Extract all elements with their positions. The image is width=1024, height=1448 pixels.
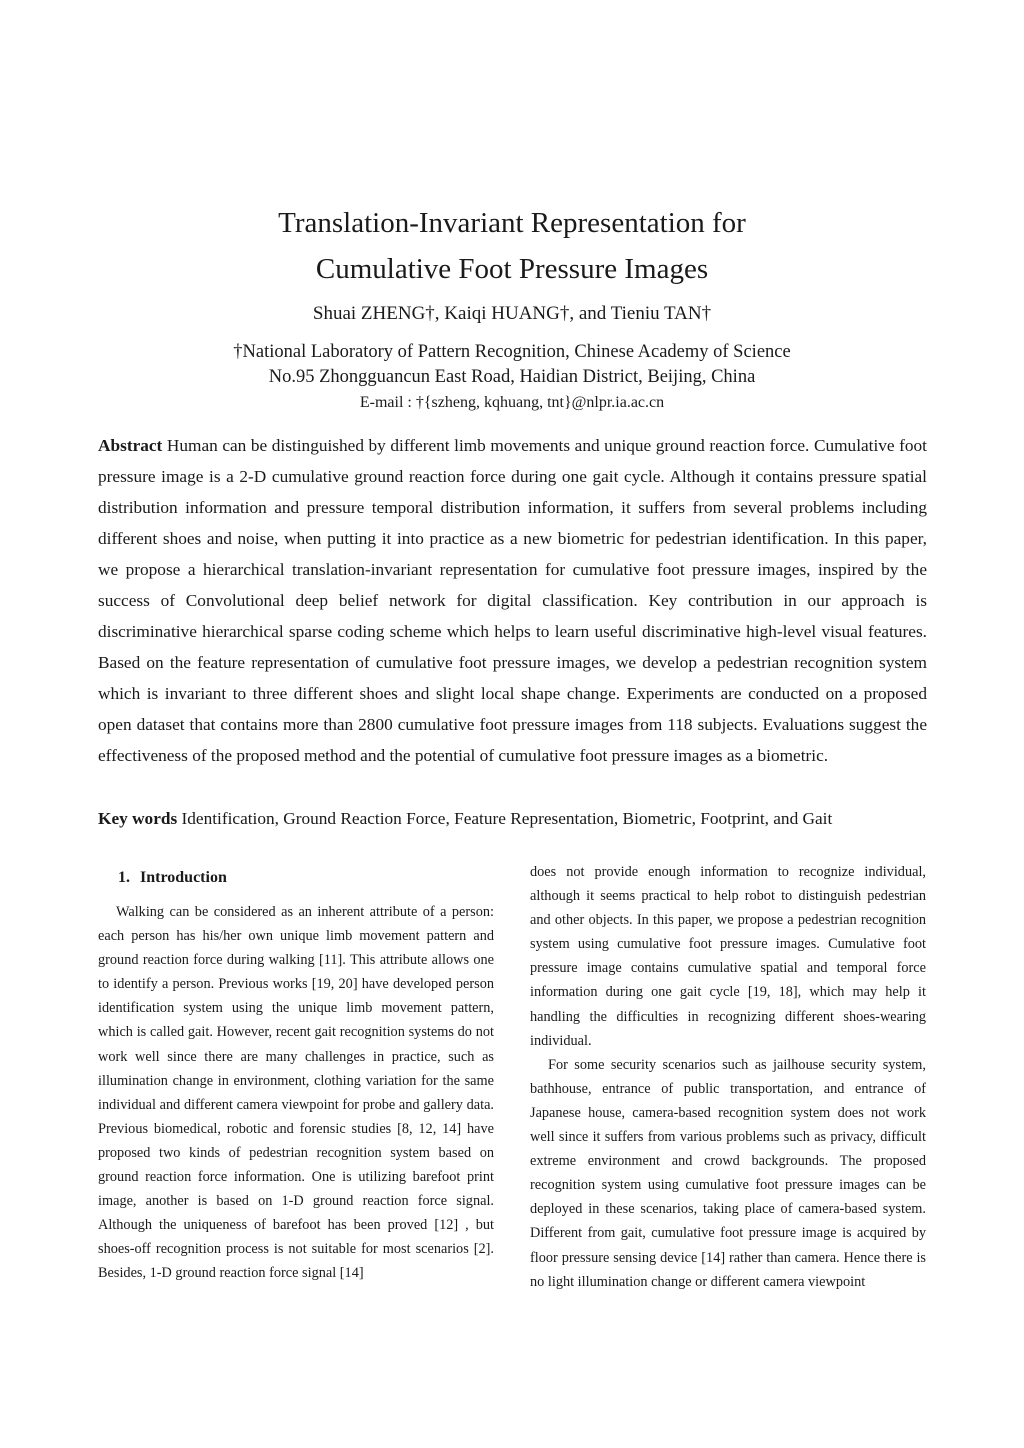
section-heading: [118, 866, 494, 890]
left-column: [98, 860, 494, 1286]
section-title: Introduction: [140, 869, 227, 886]
section-number: 1.: [118, 869, 130, 886]
right-column: [530, 860, 926, 1294]
address: No.95 Zhongguancun East Road, Haidian District, Beijing, China: [268, 367, 756, 387]
keywords-label: Key words: [98, 809, 178, 828]
email: E-mail : †{szheng, kqhuang, tnt}@nlpr.ia.ac.cn: [359, 394, 665, 411]
paper-title: [0, 200, 1024, 292]
keywords-text: Identification, Ground Reaction Force, Feature Representation, Biometric, Footprint, and Gait: [181, 809, 833, 828]
author-list: Shuai ZHENG†, Kaiqi HUANG†, and Tieniu TAN†: [312, 303, 712, 324]
title-line-1: Translation-Invariant Representation for: [278, 207, 746, 239]
intro-paragraph-1-continued: does not provide enough information to recognize individual, although it seems practical to help robot to distinguish pedestrian and other objects. In this paper, we propose a pedestrian recognition system using cumulative foot pressure images. Cumulative foot pressure image contains cumulative spatial and temporal force information during one gait cycle [19, 18], which may help it handling the difficulties in recognizing different shoes-wearing individual.: [530, 864, 926, 1049]
abstract-label: Abstract: [98, 436, 163, 455]
abstract-text: Human can be distinguished by different limb movements and unique ground reaction force. Cumulative foot pressure image is a 2-D cumulative ground reaction force during one gait cycle. Although it contains pressure spatial distribution information and pressure temporal distribution information, it suffers from several problems including different shoes and noise, when putting it into practice as a new biometric for pedestrian identification. In this paper, we propose a hierarchical translation-invariant representation for cumulative foot pressure images, inspired by the success of Convolutional deep belief network for digital classification. Key contribution in our approach is discriminative hierarchical sparse coding scheme which helps to learn useful discriminative high-level visual features. Based on the feature representation of cumulative foot pressure images, we develop a pedestrian recognition system which is invariant to three different shoes and slight local shape change. Experiments are conducted on a proposed open dataset that contains more than 2800 cumulative foot pressure images from 118 subjects. Evaluations suggest the effectiveness of the proposed method and the potential of cumulative foot pressure images as a biometric.: [98, 436, 927, 765]
keywords: [98, 805, 927, 833]
intro-paragraph-1: Walking can be considered as an inherent attribute of a person: each person has his/her own unique limb movement pattern and ground reaction force during walking [11]. This attribute allows one to identify a person. Previous works [19, 20] have developed person identification system using the unique limb movement pattern, which is called gait. However, recent gait recognition systems do not work well since there are many challenges in practice, such as illumination change in environment, clothing variation for the same individual and different camera viewpoint for probe and gallery data. Previous biomedical, robotic and forensic studies [8, 12, 14] have proposed two kinds of pedestrian recognition system based on ground reaction force information. One is utilizing barefoot print image, another is based on 1-D ground reaction force signal. Although the uniqueness of barefoot has been proved [12] , but shoes-off recognition process is not suitable for most scenarios [2]. Besides, 1-D ground reaction force signal [14]: [98, 904, 494, 1282]
abstract: [98, 430, 927, 771]
affiliation-block: [0, 340, 1024, 415]
intro-paragraph-2: For some security scenarios such as jailhouse security system, bathhouse, entrance of public transportation, and entrance of Japanese house, camera-based recognition system does not work well since it suffers from various problems such as privacy, difficult extreme environment and crowd backgrounds. The proposed recognition system using cumulative foot pressure images can be deployed in these scenarios, taking place of camera-based system. Different from gait, cumulative foot pressure image is acquired by floor pressure sensing device [14] rather than camera. Hence there is no light illumination change or different camera viewpoint: [530, 1056, 926, 1290]
title-line-2: Cumulative Foot Pressure Images: [315, 253, 709, 285]
affiliation: †National Laboratory of Pattern Recognition, Chinese Academy of Science: [233, 342, 791, 362]
